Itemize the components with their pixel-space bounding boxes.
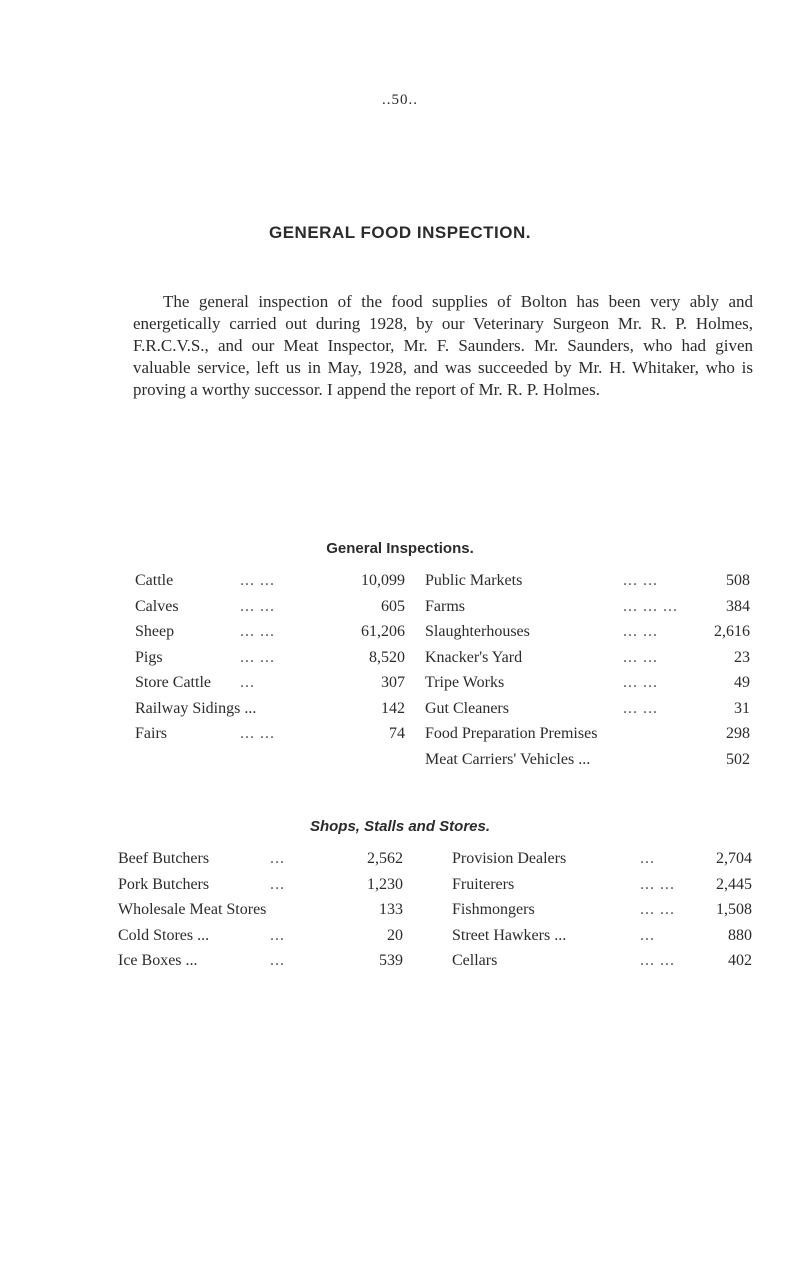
- intro-paragraph: The general inspection of the food supplies of Bolton has been very ably and energetically carried out during 1928, by our Veterinary Surgeon Mr. R. P. Holmes, F.R.C.V.S., and our Meat Inspector, Mr. F. Saunders. Mr. Saunders, who had given valuable service, left us in May, 1928, and was succeeded by Mr. H. Whitaker, who is proving a worthy successor. I append the report of Mr. R. P. Holmes.: [133, 292, 753, 399]
- item-value: 1,508: [716, 901, 752, 918]
- item-label: Public Markets: [425, 572, 523, 589]
- list-item: [118, 948, 403, 974]
- leader-dots: ...: [640, 926, 655, 944]
- item-value: 2,704: [716, 850, 752, 867]
- leader-dots: ... ...: [623, 674, 658, 691]
- item-value: 605: [381, 597, 405, 615]
- item-label: Store Cattle: [135, 674, 211, 691]
- leader-dots: ... ...: [623, 699, 658, 717]
- shops-left-list: [118, 846, 403, 974]
- item-label: Calves: [135, 597, 179, 615]
- list-item: [118, 846, 403, 872]
- item-value: 10,099: [361, 572, 405, 589]
- list-item: [452, 897, 752, 923]
- item-value: 502: [726, 750, 750, 768]
- list-item: [135, 696, 405, 722]
- list-item: [452, 923, 752, 949]
- item-label: Wholesale Meat Stores: [118, 901, 267, 918]
- item-label: Pork Butchers: [118, 875, 210, 893]
- item-label: Gut Cleaners: [425, 699, 509, 717]
- item-label: Sheep: [135, 623, 175, 640]
- item-label: Street Hawkers ...: [452, 926, 567, 944]
- leader-dots: ... ...: [640, 901, 675, 918]
- leader-dots: ...: [270, 926, 285, 944]
- item-value: 2,562: [367, 850, 403, 867]
- leader-dots: ... ...: [623, 572, 658, 589]
- item-value: 539: [379, 952, 403, 969]
- leader-dots: ... ...: [623, 648, 658, 666]
- list-item: [425, 594, 750, 620]
- leader-dots: ...: [640, 850, 655, 867]
- item-value: 31: [734, 699, 750, 717]
- item-label: Fishmongers: [452, 901, 535, 918]
- list-item: [118, 872, 403, 898]
- item-label: Ice Boxes ...: [118, 952, 198, 969]
- item-value: 20: [387, 926, 403, 944]
- item-value: 402: [728, 952, 752, 969]
- item-label: Cattle: [135, 572, 174, 589]
- item-value: 508: [726, 572, 750, 589]
- item-label: Railway Sidings ...: [135, 699, 257, 717]
- general-inspections-right-list: [425, 568, 750, 772]
- item-label: Fairs: [135, 725, 167, 742]
- item-label: Tripe Works: [425, 674, 505, 691]
- list-item: [425, 721, 750, 747]
- leader-dots: ...: [240, 674, 255, 691]
- shops-right-list: [452, 846, 752, 974]
- leader-dots: ... ...: [240, 648, 275, 666]
- list-item: [425, 568, 750, 594]
- list-item: [425, 670, 750, 696]
- shops-stalls-stores-heading: Shops, Stalls and Stores.: [309, 818, 491, 835]
- page-number: ..50..: [382, 92, 418, 108]
- list-item: [135, 645, 405, 671]
- item-value: 133: [379, 901, 403, 918]
- item-label: Meat Carriers' Vehicles ...: [425, 750, 591, 768]
- list-item: [452, 872, 752, 898]
- list-item: [135, 568, 405, 594]
- item-value: 142: [381, 699, 405, 717]
- list-item: [425, 645, 750, 671]
- list-item: [135, 721, 405, 747]
- leader-dots: ... ... ...: [623, 597, 678, 615]
- leader-dots: ...: [270, 952, 285, 969]
- list-item: [135, 670, 405, 696]
- item-value: 23: [734, 648, 750, 666]
- item-value: 2,616: [714, 623, 750, 640]
- leader-dots: ... ...: [240, 623, 275, 640]
- leader-dots: ... ...: [240, 597, 275, 615]
- item-value: 49: [734, 674, 750, 691]
- item-label: Fruiterers: [452, 875, 515, 893]
- item-label: Slaughterhouses: [425, 623, 530, 640]
- list-item: [452, 846, 752, 872]
- general-inspections-heading: General Inspections.: [326, 540, 474, 557]
- item-value: 8,520: [369, 648, 405, 666]
- leader-dots: ... ...: [640, 952, 675, 969]
- item-label: Beef Butchers: [118, 850, 210, 867]
- list-item: [135, 619, 405, 645]
- list-item: [135, 594, 405, 620]
- leader-dots: ...: [270, 850, 285, 867]
- leader-dots: ... ...: [240, 725, 275, 742]
- list-item: [425, 619, 750, 645]
- item-value: 880: [728, 926, 752, 944]
- item-label: Cold Stores ...: [118, 926, 210, 944]
- item-label: Pigs: [135, 648, 163, 666]
- list-item: [118, 897, 403, 923]
- list-item: [452, 948, 752, 974]
- item-value: 384: [726, 597, 750, 615]
- leader-dots: ... ...: [623, 623, 658, 640]
- list-item: [118, 923, 403, 949]
- item-label: Provision Dealers: [452, 850, 567, 867]
- item-value: 307: [381, 674, 405, 691]
- item-value: 74: [389, 725, 405, 742]
- item-value: 2,445: [716, 875, 752, 893]
- item-label: Cellars: [452, 952, 498, 969]
- item-label: Food Preparation Premises: [425, 725, 598, 742]
- item-label: Farms: [425, 597, 465, 615]
- general-inspections-left-list: [135, 568, 405, 747]
- item-label: Knacker's Yard: [425, 648, 523, 666]
- item-value: 61,206: [361, 623, 405, 640]
- item-value: 1,230: [367, 875, 403, 893]
- page-title: GENERAL FOOD INSPECTION.: [269, 223, 531, 242]
- item-value: 298: [726, 725, 750, 742]
- leader-dots: ... ...: [240, 572, 275, 589]
- leader-dots: ...: [270, 875, 285, 893]
- list-item: [425, 747, 750, 773]
- list-item: [425, 696, 750, 722]
- leader-dots: ... ...: [640, 875, 675, 893]
